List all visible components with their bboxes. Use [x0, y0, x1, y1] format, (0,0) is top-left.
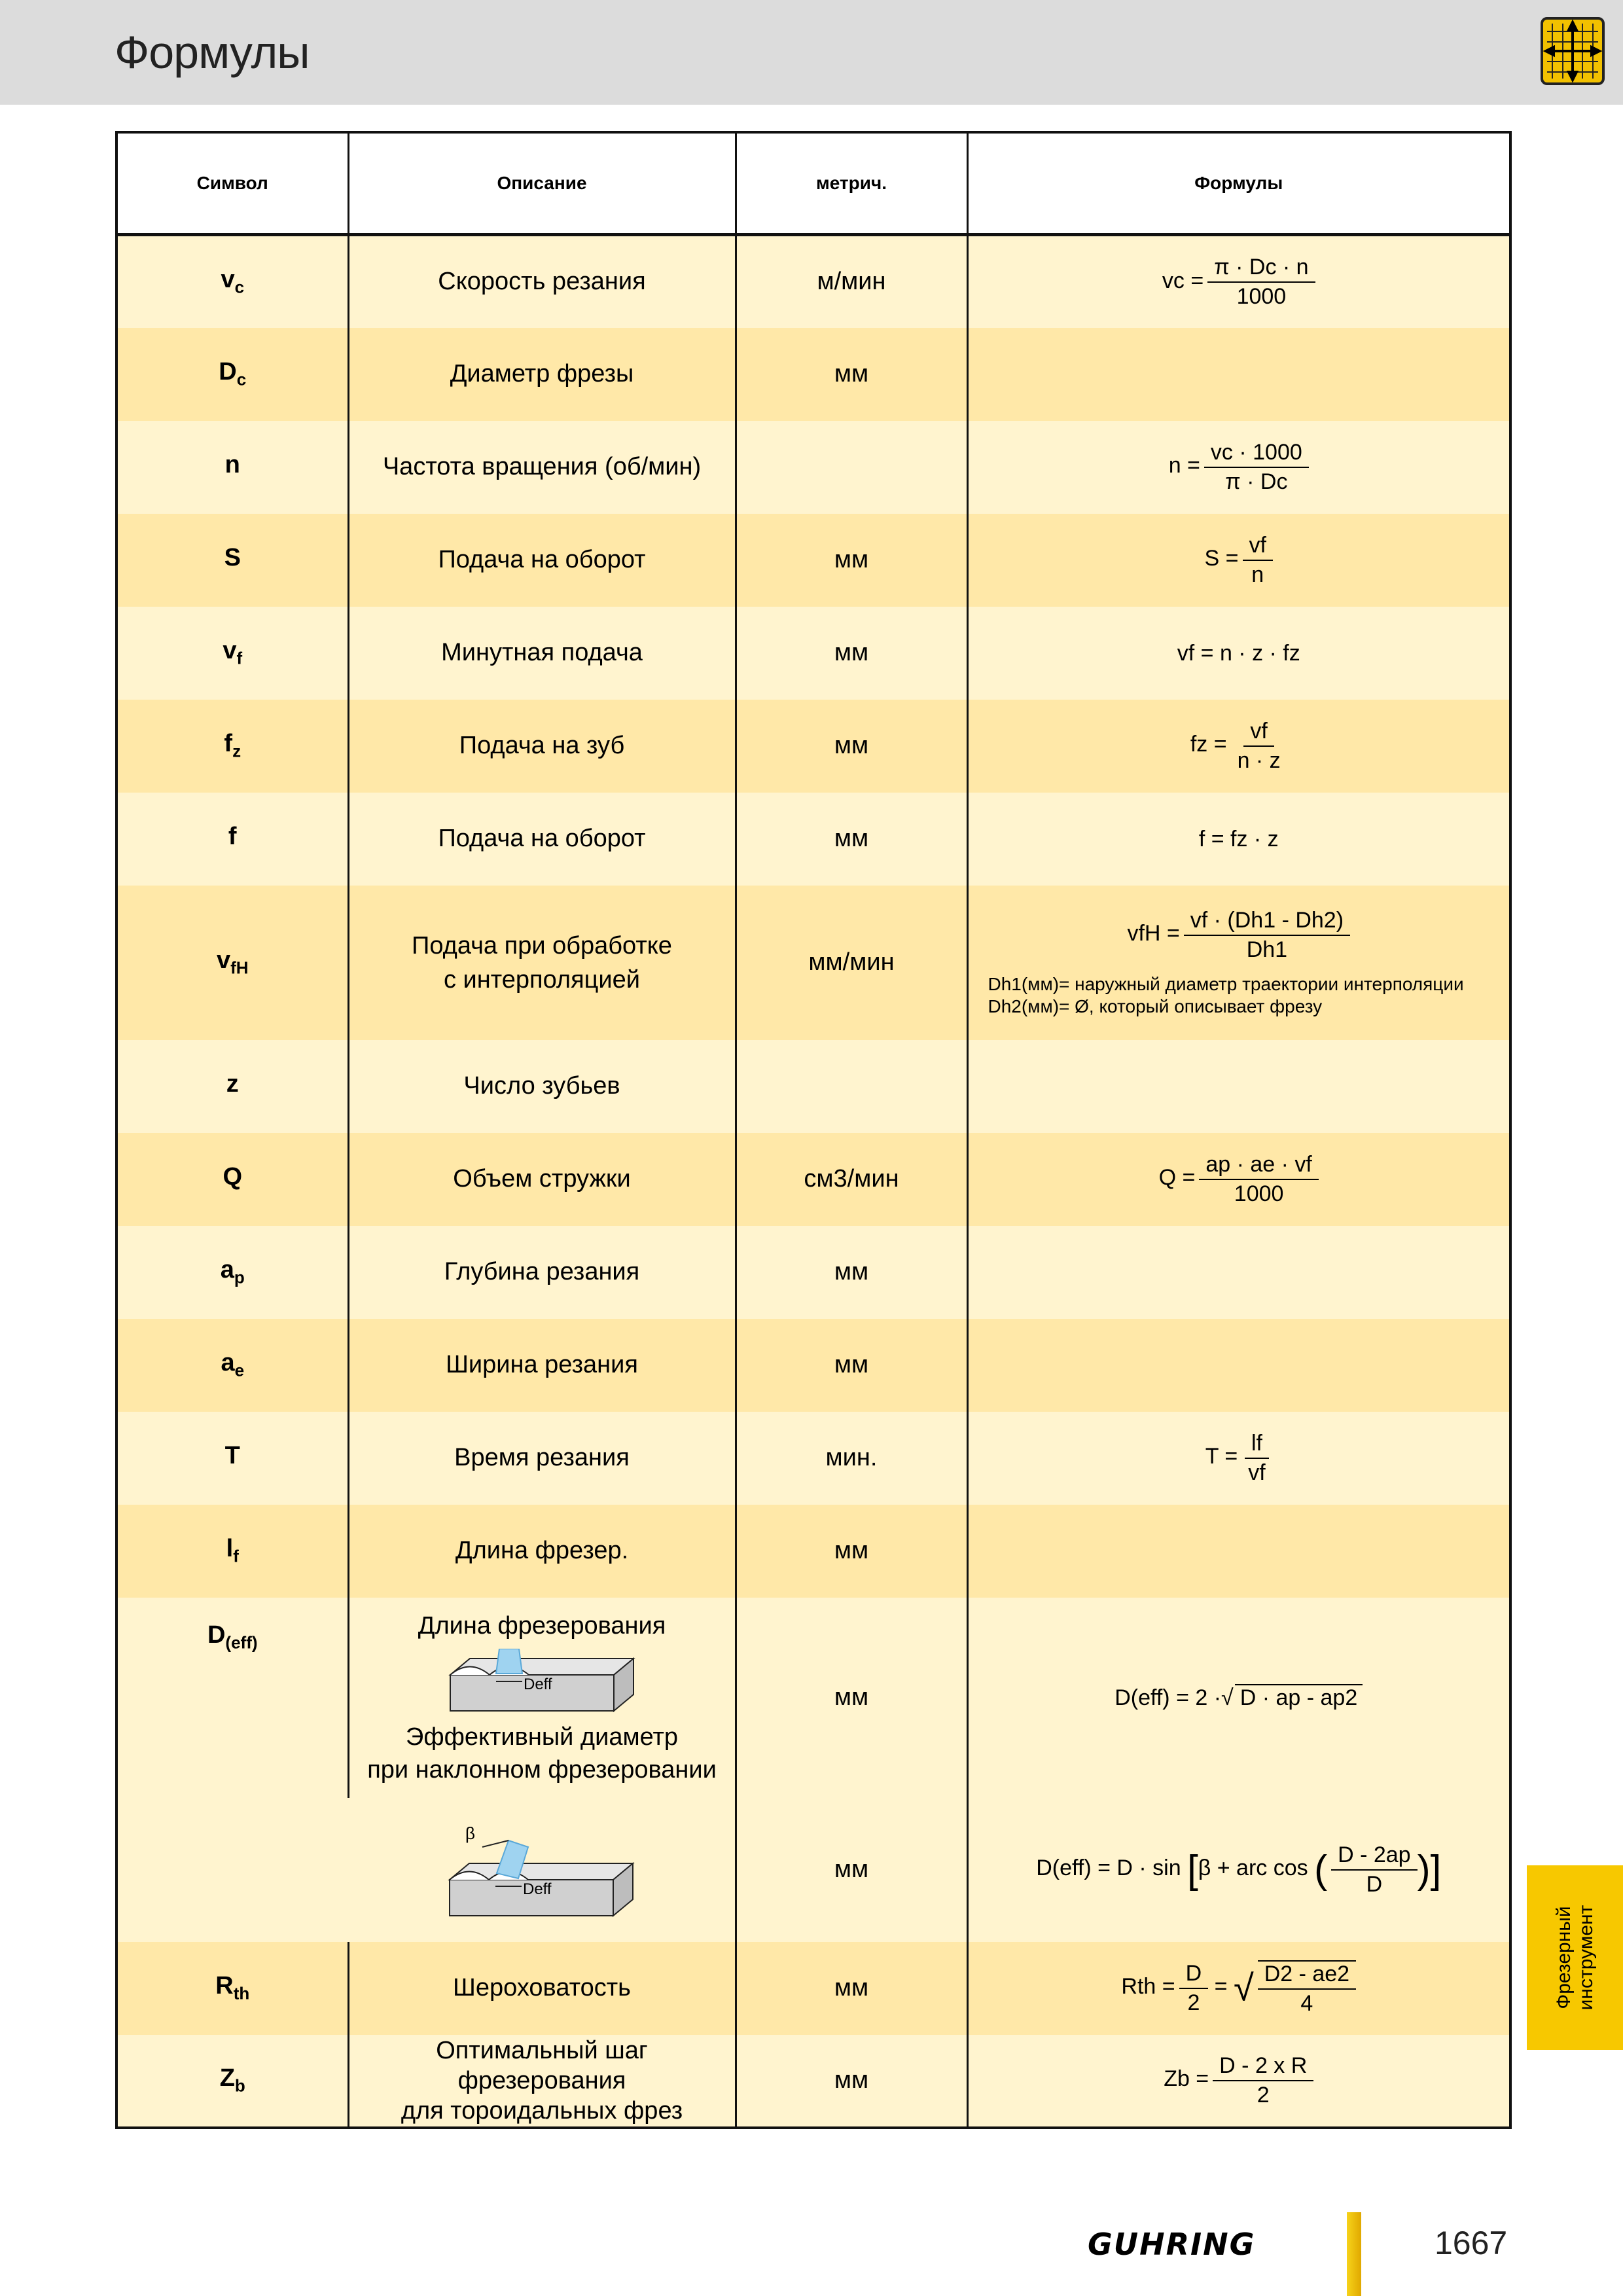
symbol-cell: $D_c$	[116, 328, 348, 421]
brand-logo: GUHRING	[1088, 2227, 1256, 2262]
unit-cell: мм	[736, 793, 967, 886]
formula-cell: vc = $\frac{\pi \cdot Dc \cdot n}{1000}$	[967, 235, 1510, 328]
deff-label: Deff	[524, 1675, 552, 1693]
footer-accent-bar	[1347, 2212, 1361, 2296]
description-cell: Минутная подача	[348, 607, 736, 700]
formula-cell	[967, 1040, 1510, 1133]
unit-cell: мм	[736, 1598, 967, 1798]
formula-note: Dh1(мм)= наружный диаметр траектории интерполяции	[988, 973, 1464, 994]
table-row	[116, 886, 1510, 1040]
unit-cell: мм	[736, 1942, 967, 2035]
column-header-symbol: Символ	[116, 132, 348, 235]
unit-cell: см3/мин	[736, 1133, 967, 1226]
unit-cell: мм	[736, 1798, 967, 1942]
description-cell: Подача на оборот	[348, 514, 736, 607]
formula-cell	[967, 328, 1510, 421]
inclined-milling-illustration	[443, 1821, 639, 1919]
unit-cell: мм	[736, 700, 967, 793]
description-cell	[348, 1798, 736, 1942]
unit-cell: мм	[736, 514, 967, 607]
table-row	[116, 1319, 1510, 1412]
unit-cell: мм/мин	[736, 886, 967, 1040]
description-cell: Число зубьев	[348, 1040, 736, 1133]
formula-cell	[967, 1505, 1510, 1598]
unit-cell: мм	[736, 1505, 967, 1598]
formula-cell: f = fz · z	[967, 793, 1510, 886]
formula-cell: S = $\frac{vf}{n}$	[967, 514, 1510, 607]
formula-cell: D(eff) = D · sin [β + arc cos ( $\frac{D - 2ap}{D}$ )]	[967, 1798, 1510, 1942]
symbol-cell: $R_{th}$	[116, 1942, 348, 2035]
formula-cell: T = $\frac{lf}{vf}$	[967, 1412, 1510, 1505]
description-cell: Скорость резания	[348, 235, 736, 328]
symbol-cell: z	[116, 1040, 348, 1133]
grid-arrows-icon	[1541, 17, 1605, 85]
symbol-cell: $v_f$	[116, 607, 348, 700]
table-row	[116, 1133, 1510, 1226]
description-cell: Глубина резания	[348, 1226, 736, 1319]
description-cell: Подача на оборот	[348, 793, 736, 886]
table-row	[116, 514, 1510, 607]
symbol-cell: $v_c$	[116, 235, 348, 328]
symbol-cell: $a_p$	[116, 1226, 348, 1319]
column-header-unit: метрич.	[736, 132, 967, 235]
formula-cell: vf = n · z · fz	[967, 607, 1510, 700]
table-header-row	[116, 132, 1510, 235]
table-row	[116, 328, 1510, 421]
table-row	[116, 793, 1510, 886]
symbol-cell: Q	[116, 1133, 348, 1226]
formula-cell	[967, 1226, 1510, 1319]
symbol-cell: S	[116, 514, 348, 607]
description-cell: Длина фрезерования Deff Эффективный диаметр при наклонном фрезеровании	[348, 1598, 736, 1798]
description-cell: Подача на зуб	[348, 700, 736, 793]
description-cell: Частота вращения (об/мин)	[348, 421, 736, 514]
symbol-cell: $l_f$	[116, 1505, 348, 1598]
unit-cell: мм	[736, 1319, 967, 1412]
column-header-description: Описание	[348, 132, 736, 235]
unit-cell	[736, 1040, 967, 1133]
table-row	[116, 607, 1510, 700]
unit-cell: мм	[736, 1226, 967, 1319]
formula-cell: Q = $\frac{ap \cdot ae \cdot vf}{1000}$	[967, 1133, 1510, 1226]
description-cell: Шероховатость	[348, 1942, 736, 2035]
beta-label: β	[465, 1823, 476, 1843]
table-row	[116, 1412, 1510, 1505]
symbol-cell: f	[116, 793, 348, 886]
symbol-cell: $f_z$	[116, 700, 348, 793]
table-row	[116, 1505, 1510, 1598]
symbol-cell: T	[116, 1412, 348, 1505]
unit-cell: мм	[736, 607, 967, 700]
description-cell: Длина фрезер.	[348, 1505, 736, 1598]
formula-table	[115, 131, 1512, 2129]
unit-cell: мм	[736, 2035, 967, 2128]
unit-cell	[736, 421, 967, 514]
description-cell: Ширина резания	[348, 1319, 736, 1412]
unit-cell: м/мин	[736, 235, 967, 328]
formula-cell: vfH = $\frac{vf \cdot (Dh1 - Dh2)}{Dh1}$ Dh1(мм)= наружный диаметр траектории интерполяции Dh2(мм)= Ø, который описывает фрезу	[967, 886, 1510, 1040]
column-header-formula: Формулы	[967, 132, 1510, 235]
description-cell: Объем стружки	[348, 1133, 736, 1226]
formula-cell: fz = $\frac{vf}{n \cdot z}$	[967, 700, 1510, 793]
sqrt-icon: √	[1233, 1967, 1254, 2009]
formula-note: Dh2(мм)= Ø, который описывает фрезу	[988, 996, 1323, 1016]
formula-cell: D(eff) = 2 ·√ D · ap - ap2	[967, 1598, 1510, 1798]
table-row	[116, 421, 1510, 514]
sqrt-icon: √	[1221, 1685, 1234, 1710]
milling-cutter-illustration	[444, 1649, 640, 1714]
table-row	[116, 1598, 1510, 1798]
symbol-cell: $Z_b$	[116, 2035, 348, 2128]
page-number: 1667	[1435, 2225, 1508, 2261]
table-row	[116, 1040, 1510, 1133]
table-row	[116, 235, 1510, 328]
symbol-cell: $a_e$	[116, 1319, 348, 1412]
description-cell: Подача при обработке с интерполяцией	[348, 886, 736, 1040]
table-row	[116, 700, 1510, 793]
table-row	[116, 2035, 1510, 2128]
deff-label: Deff	[523, 1880, 552, 1898]
symbol-cell: n	[116, 421, 348, 514]
description-cell: Время резания	[348, 1412, 736, 1505]
formula-cell: Zb = $\frac{\text{D - 2 x R}}{2}$	[967, 2035, 1510, 2128]
formula-cell: Rth = $\frac{D}{2}$ = √ $\frac{D2 - ae2}{4}$	[967, 1942, 1510, 2035]
symbol-cell: $D_{(eff)}$	[116, 1598, 348, 1942]
section-tab-label: Фрезерный инструмент	[1553, 1905, 1597, 2011]
description-cell: Оптимальный шаг фрезерования для тороидальных фрез	[348, 2035, 736, 2128]
formula-cell	[967, 1319, 1510, 1412]
symbol-cell: $v_{fH}$	[116, 886, 348, 1040]
table-row	[116, 1226, 1510, 1319]
description-cell: Диаметр фрезы	[348, 328, 736, 421]
unit-cell: мм	[736, 328, 967, 421]
page-title: Формулы	[115, 27, 310, 78]
formula-cell: n = $\frac{vc \cdot 1000}{\pi \cdot Dc}$	[967, 421, 1510, 514]
unit-cell: мин.	[736, 1412, 967, 1505]
header-bar	[0, 0, 1623, 105]
table-row	[116, 1942, 1510, 2035]
